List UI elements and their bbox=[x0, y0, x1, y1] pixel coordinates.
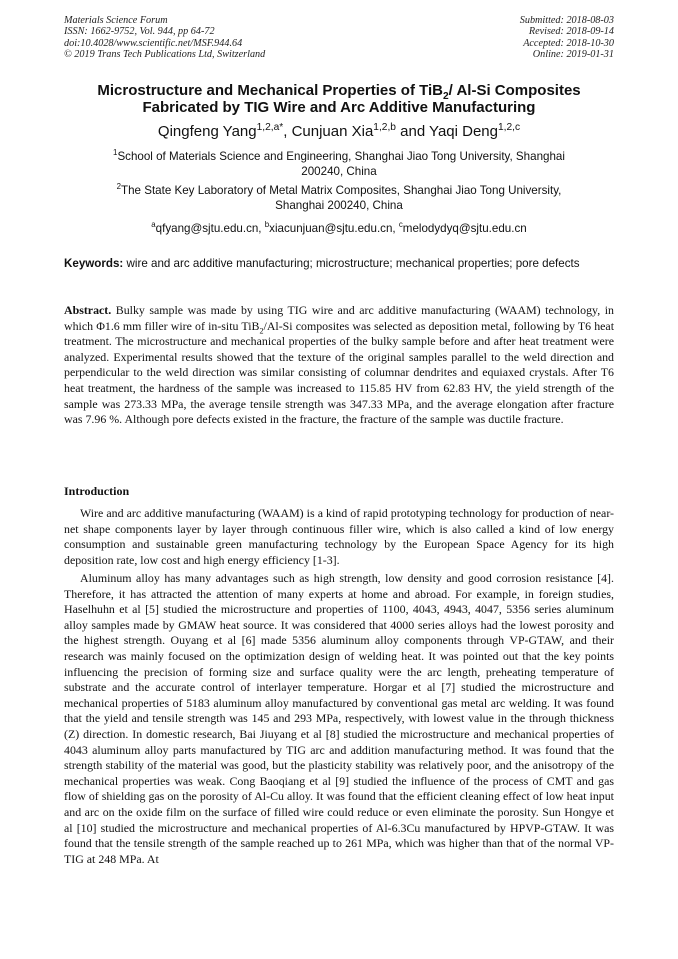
author-emails bbox=[40, 222, 638, 237]
abstract-block bbox=[64, 303, 614, 428]
submitted-date: Submitted: 2018-08-03 bbox=[519, 15, 614, 26]
journal-header-right bbox=[520, 15, 614, 60]
title-subscript: 2 bbox=[443, 91, 449, 102]
author-name: Qingfeng Yang bbox=[157, 123, 257, 140]
email-sup: b bbox=[264, 220, 270, 230]
keywords-block bbox=[64, 257, 614, 272]
journal-header-left bbox=[64, 15, 265, 60]
author-sup: 1,2,b bbox=[373, 122, 396, 133]
email-link[interactable]: qfyang@sjtu.edu.cn, bbox=[155, 222, 265, 235]
abstract-subscript: 2 bbox=[259, 325, 264, 335]
online-date: Online: 2019-01-31 bbox=[532, 48, 614, 60]
affiliation-line bbox=[40, 184, 638, 199]
author-name: and Yaqi Deng bbox=[395, 123, 498, 140]
title-text-b: / Al-Si Composites bbox=[448, 82, 581, 99]
affiliation-line bbox=[40, 150, 638, 165]
doi: doi:10.4028/www.scientific.net/MSF.944.64 bbox=[64, 37, 243, 49]
email-link[interactable]: xiacunjuan@sjtu.edu.cn, bbox=[269, 222, 399, 235]
affiliation-text: Shanghai 200240, China bbox=[275, 198, 403, 212]
title-line-1 bbox=[40, 82, 638, 102]
affiliation-text: The State Key Laboratory of Metal Matrix Composites, Shanghai Jiao Tong University, bbox=[121, 184, 562, 197]
copyright: © 2019 Trans Tech Publications Ltd, Switzerland bbox=[64, 48, 266, 60]
introduction-heading: Introduction bbox=[64, 484, 130, 498]
introduction-paragraph-2: Aluminum alloy has many advantages such as high strength, low density and good corrosion resistance [4]. Therefore, it has attracted the attention of many experts at home and abroad. For example, in foreign studies, Haselhuhn et al [5] studied the microstructure and properties of 1100, 4043, 4943, 4047, 5356 series aluminum alloy samples made by GMAW heat source. It was considered that 4000 series alloys had the lowest porosity and the highest strength. Ouyang et al [6] made 5356 aluminum alloy components through VP-GTAW, and their research was mainly focused on the optimization design of welding heat. It was pointed out that the key points influencing the precision of forming size and surface quality were the arc length, preheating temperature of substrate and the accurate control of interlayer temperature. Horgar et al [7] studied the microstructure and mechanical properties of 5183 aluminum alloy manufactured by conventional gas metal arc welding. It was found that the yield and tensile strength was 145 and 293 MPa, respectively, with lowest value in the through thickness (Z) direction. In domestic research, Bai Jiuyang et al [8] studied the microstructure and mechanical properties of 4043 aluminum alloy parts manufactured by TIG arc and addition manufacturing method. It was found that the strength stability of the material was good, but the plasticity stability was relatively poor, and the anisotropy of the mechanical properties was weak. Cong Baoqiang et al [9] studied the influence of the process of CMT and gas flow of shielding gas on the porosity of Al-Cu alloy. It was found that the efficient cleaning effect of low heat input and arc on the oxide film on the surface of filled wire could reduce or even eliminate the porosity. Sun Hongye et al [10] studied the microstructure and mechanical properties of Al-6.3Cu manufactured by HPVP-GTAW. It was found that the tensile strength of the sample reached up to 261 MPa, which was higher than that of the normal VP-TIG at 248 MPa. At bbox=[64, 571, 614, 866]
email-link[interactable]: melodydyq@sjtu.edu.cn bbox=[402, 222, 527, 235]
title-line-2: Fabricated by TIG Wire and Arc Additive Manufacturing bbox=[142, 99, 536, 116]
affiliation-1 bbox=[40, 150, 638, 179]
revised-date: Revised: 2018-09-14 bbox=[528, 26, 614, 38]
author-sup: 1,2,a* bbox=[256, 122, 284, 133]
keywords-text: wire and arc additive manufacturing; microstructure; mechanical properties; pore defects bbox=[126, 257, 580, 270]
title-text-a: Microstructure and Mechanical Properties of TiB bbox=[97, 82, 443, 99]
affiliation-sup: 2 bbox=[116, 182, 122, 192]
introduction-paragraph-1: Wire and arc additive manufacturing (WAAM) is a kind of rapid prototyping technology for production of near-net shape components layer by layer through continuous filler wire, which is also called a kind of low energy consumption and sustainable green manufacturing technology by the European Space Agency for its high deposition rate, low cost and high energy efficiency [1-3]. bbox=[64, 506, 614, 567]
affiliation-text: School of Materials Science and Engineering, Shanghai Jiao Tong University, Shanghai bbox=[117, 150, 565, 163]
journal-name: Materials Science Forum bbox=[64, 15, 168, 26]
accepted-date: Accepted: 2018-10-30 bbox=[523, 37, 614, 49]
email-line bbox=[40, 222, 638, 237]
email-sup: a bbox=[151, 220, 156, 230]
email-sup: c bbox=[398, 220, 403, 230]
paper-title bbox=[40, 82, 638, 116]
author-list bbox=[40, 123, 638, 141]
abstract-text-a: Bulky sample was made by using TIG wire and arc additive manufacturing (WAAM) technology, in which Φ1.6 mm filler wire of in-situ TiB bbox=[64, 303, 614, 333]
abstract-text-b: /Al-Si composites was selected as deposition metal, following by T6 heat treatment. The microstructure and mechanical properties of the bulky sample before and after heat treatment were analyzed. Experimental results showed that the texture of the original samples parallel to the weld direction and perpendicular to the weld direction was similar consisting of columnar dendrites and equiaxed crystals. After T6 heat treatment, the hardness of the sample was increased to 115.85 HV from 62.83 HV, the yield strength of the sample was 273.33 MPa, the average tensile strength was 347.33 MPa, and the average elongation after fracture was 7.96 %. Although pore defects existed in the fracture, the fracture of the sample was ductile fracture. bbox=[64, 318, 614, 427]
affiliation-text: 200240, China bbox=[301, 164, 377, 178]
affiliation-2 bbox=[40, 184, 638, 213]
author-sup: 1,2,c bbox=[498, 122, 521, 133]
author-name: , Cunjuan Xia bbox=[283, 123, 374, 140]
issn-volume: ISSN: 1662-9752, Vol. 944, pp 64-72 bbox=[64, 26, 215, 38]
affiliation-sup: 1 bbox=[113, 148, 118, 158]
abstract-label: Abstract. bbox=[64, 303, 112, 317]
keywords-label: Keywords: bbox=[64, 257, 124, 270]
